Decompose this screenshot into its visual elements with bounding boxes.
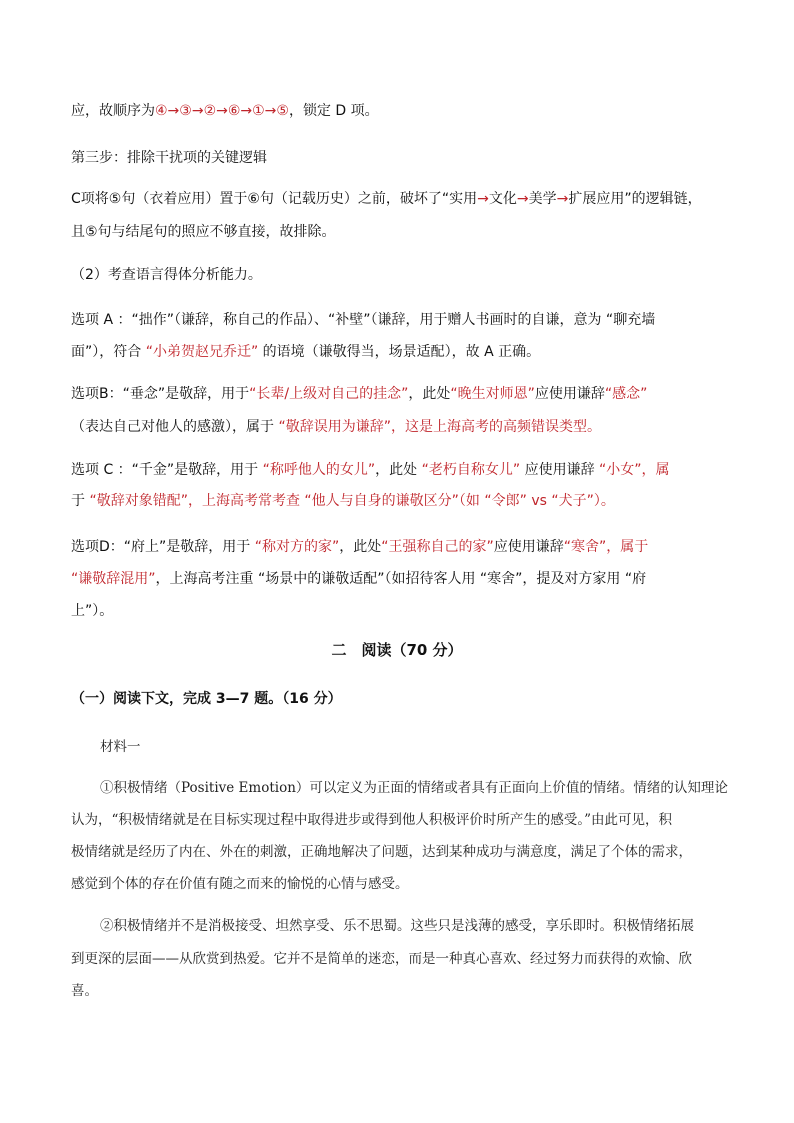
text-span: 面”），符合 [71, 344, 146, 360]
highlight-text: “寒舍”，属于 [563, 539, 649, 555]
order-sequence: ④→③→②→⑥→①→⑤ [155, 103, 289, 119]
highlight-text: “小女”，属 [599, 462, 670, 478]
text-span: 文化 [488, 191, 517, 207]
highlight-text: “感念” [604, 386, 648, 402]
text-span: 选项 C ：“千金”是敬辞，用于 [71, 462, 263, 478]
para-line: ①积极情绪（Positive Emotion）可以定义为正面的情绪或者具有正面向上价值的情绪。情绪的认知理论 [100, 780, 728, 796]
text-span: ，此处 [375, 462, 422, 478]
text-span: 应，故顺序为 [71, 103, 155, 119]
section-heading: 二 阅读（70 分） [331, 641, 463, 659]
highlight-text: “称呼他人的女儿” [262, 462, 376, 478]
option-b-line-2 [71, 418, 601, 436]
para-line: 感觉到个体的存在价值有随之而来的愉悦的心情与感受。 [71, 876, 409, 892]
highlight-text: “老朽自称女儿” [421, 462, 521, 478]
arrow-icon: → [477, 191, 489, 207]
text-span: 应使用谦辞 [534, 386, 605, 402]
highlight-text: “敬辞误用为谦辞”，这是上海高考的高频错误类型。 [278, 419, 601, 435]
material-label: 材料一 [100, 739, 141, 755]
highlight-text: “长辈/上级对自己的挂念” [249, 386, 409, 402]
highlight-text: “晚生对师恩” [450, 386, 535, 402]
highlight-text: “称对方的家” [254, 539, 340, 555]
text-span: ，此处 [339, 539, 382, 555]
option-d-line-1 [71, 538, 648, 556]
text-span: （表达自己对他人的感激），属于 [71, 419, 279, 435]
text-span: 扩展应用”的逻辑链， [568, 191, 702, 207]
highlight-text: “谦敬辞混用” [71, 571, 156, 587]
para-line: 到更深的层面——从欣赏到热爱。它并不是简单的迷恋，而是一种真心喜欢、经过努力而获得的欢愉、欣 [71, 951, 692, 967]
text-span: ，此处 [408, 386, 451, 402]
text-span: ，上海高考注重 “场景中的谦敬适配”（如招待客人用 “寒舍”，提及对方家用 “府 [155, 571, 647, 587]
para-line: 喜。 [71, 983, 98, 999]
option-c-explain-line-1 [71, 190, 702, 208]
text-span: 的语境（谦敬得当，场景适配），故 A 正确。 [258, 344, 541, 360]
para-line: 极情绪就是经历了内在、外在的刺激，正确地解决了问题，达到某种成功与满意度，满足了个体的需求， [71, 844, 692, 860]
text-span: C项将⑤句（衣着应用）置于⑥句（记载历史）之前，破坏了“实用 [71, 191, 478, 207]
option-c-line-2 [71, 492, 615, 510]
para-line: 认为，“积极情绪就是在目标实现过程中取得进步或得到他人积极评价时所产生的感受。”由此可见，积 [71, 812, 673, 828]
highlight-text: “王强称自己的家” [381, 539, 494, 555]
option-b-line-1 [71, 385, 647, 403]
text-span: 选项B：“垂念”是敬辞，用于 [71, 386, 250, 402]
text-span: 于 [71, 493, 90, 509]
text-span: 应使用谦辞 [493, 539, 564, 555]
text-span: 选项D：“府上”是敬辞，用于 [71, 539, 255, 555]
arrow-icon: → [556, 191, 569, 207]
option-c-explain-line-2: 且⑤句与结尾句的照应不够直接，故排除。 [71, 224, 336, 240]
answer-order-line [71, 102, 379, 120]
option-d-line-3: 上”）。 [71, 603, 114, 619]
option-a-line-1: 选项 A ：“拙作”（谦辞，称自己的作品）、“补壁”（谦辞，用于赠人书画时的自谦，意为 “聊充墙 [71, 312, 656, 328]
arrow-icon: → [516, 191, 529, 207]
question-2-title: （2）考查语言得体分析能力。 [71, 267, 262, 283]
step3-title: 第三步：排除干扰项的关键逻辑 [71, 150, 267, 166]
option-c-line-1 [71, 461, 670, 479]
text-span: 美学 [528, 191, 557, 207]
highlight-text: “小弟贺赵兄乔迁” [145, 344, 259, 360]
sub-section-title: （一）阅读下文，完成 3—7 题。（16 分） [71, 691, 342, 707]
option-a-line-2 [71, 343, 540, 361]
text-span: 应使用谦辞 [520, 462, 600, 478]
option-d-line-2 [71, 570, 646, 588]
text-span: ，锁定 D 项。 [288, 103, 379, 119]
para-line: ②积极情绪并不是消极接受、坦然享受、乐不思蜀。这些只是浅薄的感受，享乐即时。积极情绪拓展 [100, 918, 694, 934]
highlight-text: “敬辞对象错配”，上海高考常考查 “他人与自身的谦敬区分”（如 “令郎” vs “犬子”）。 [89, 493, 615, 509]
